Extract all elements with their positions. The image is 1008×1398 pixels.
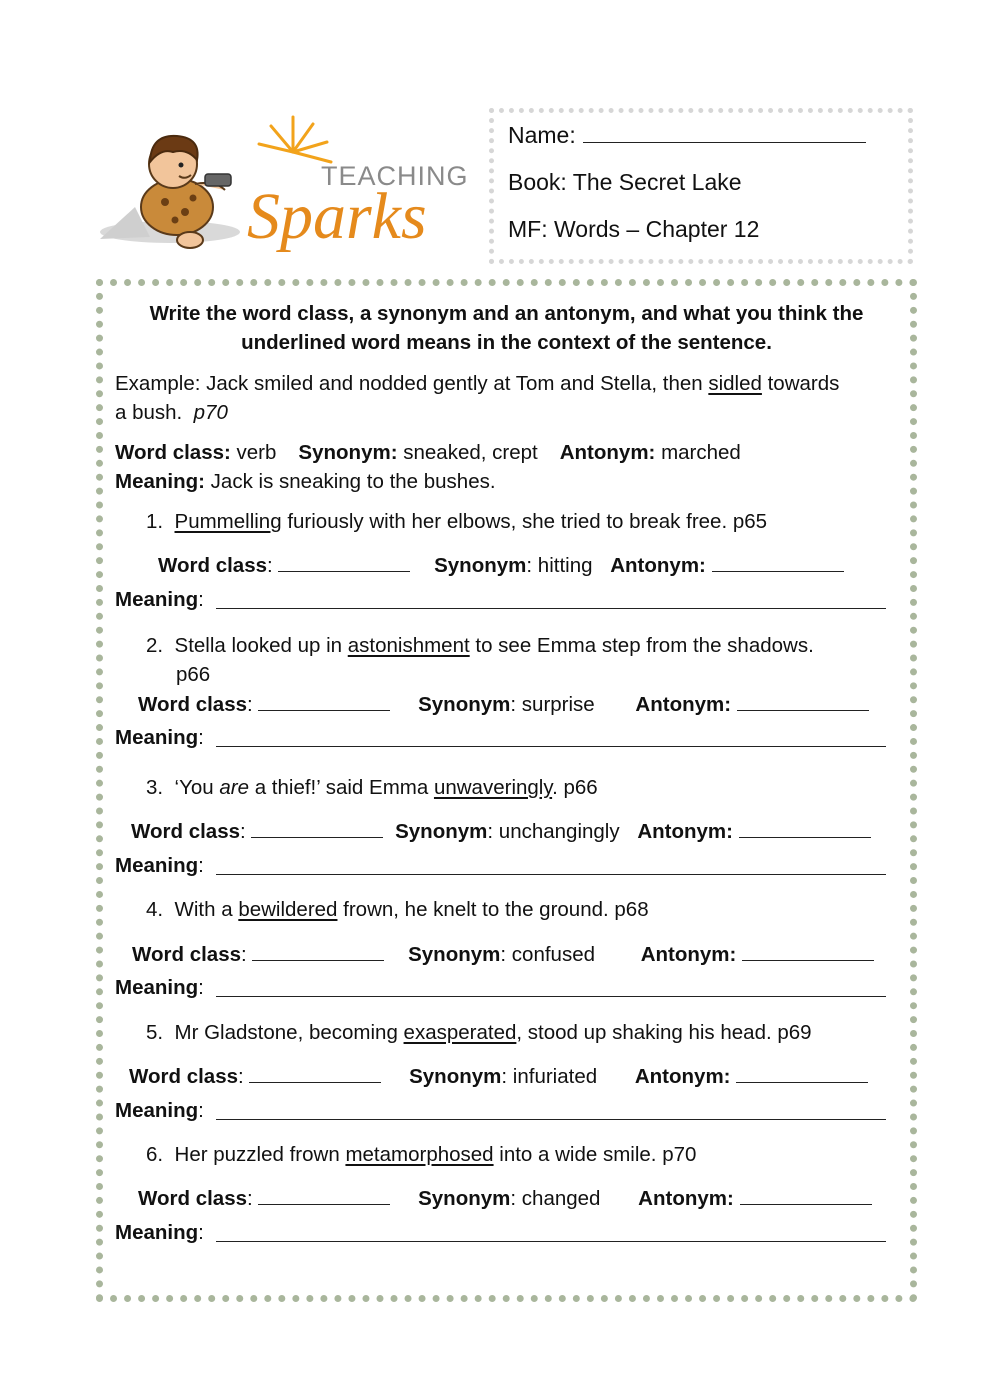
name-row bbox=[508, 123, 894, 170]
worksheet-panel bbox=[96, 279, 917, 1302]
meaning-row-6: Meaning: bbox=[115, 1221, 204, 1244]
example-sentence-end: a bush. p70 bbox=[115, 401, 228, 424]
question-3: 3. ‘You are a thief!’ said Emma unwaveringly. p66 bbox=[146, 776, 598, 799]
meaning-row-2: Meaning: bbox=[115, 726, 204, 749]
example-meaning: Meaning: Jack is sneaking to the bushes. bbox=[115, 470, 496, 493]
instructions: Write the word class, a synonym and an antonym, and what you think the underlined word means in the context of the sentence. bbox=[149, 302, 864, 354]
book-title: Book: The Secret Lake bbox=[508, 169, 742, 195]
meaning-row-5: Meaning: bbox=[115, 1099, 204, 1122]
underlined-word: Pummelling bbox=[174, 510, 282, 533]
word-class-field[interactable] bbox=[278, 552, 410, 572]
meaning-field[interactable] bbox=[216, 746, 886, 747]
antonym-field[interactable] bbox=[742, 941, 874, 961]
antonym-field[interactable] bbox=[739, 818, 871, 838]
underlined-word: bewildered bbox=[238, 898, 338, 921]
answer-row-4: Word class: Synonym: confused Antonym: bbox=[132, 940, 874, 969]
meaning-field[interactable] bbox=[216, 1119, 886, 1120]
question-6: 6. Her puzzled frown metamorphosed into a wide smile. p70 bbox=[146, 1143, 697, 1166]
antonym-field[interactable] bbox=[712, 552, 844, 572]
answer-row-1: Word class: Synonym: hitting Antonym: bbox=[158, 551, 844, 580]
student-info-box bbox=[489, 108, 913, 264]
meaning-row-1: Meaning: bbox=[115, 588, 204, 611]
teaching-sparks-logo bbox=[95, 112, 470, 262]
meaning-row-3: Meaning: bbox=[115, 854, 204, 877]
answer-row-6: Word class: Synonym: changed Antonym: bbox=[138, 1184, 872, 1213]
logo-teaching: TEACHING bbox=[321, 161, 469, 191]
meaning-field[interactable] bbox=[216, 874, 886, 875]
underlined-word: metamorphosed bbox=[345, 1143, 494, 1166]
word-class-field[interactable] bbox=[252, 941, 384, 961]
underlined-word: unwaveringly bbox=[433, 776, 553, 799]
antonym-field[interactable] bbox=[740, 1185, 872, 1205]
meaning-field[interactable] bbox=[216, 996, 886, 997]
question-2-page: p66 bbox=[176, 663, 211, 686]
answer-row-3: Word class: Synonym: unchangingly Antonym: bbox=[131, 817, 871, 846]
antonym-field[interactable] bbox=[736, 1063, 868, 1083]
word-class-field[interactable] bbox=[251, 818, 383, 838]
example-page: p70 bbox=[193, 401, 228, 424]
underlined-word: astonishment bbox=[347, 634, 470, 657]
word-class-field[interactable] bbox=[258, 691, 390, 711]
question-1: 1. Pummelling furiously with her elbows, she tried to break free. p65 bbox=[146, 510, 768, 533]
underlined-word: exasperated bbox=[403, 1021, 517, 1044]
antonym-field[interactable] bbox=[737, 691, 869, 711]
synonym-value: surprise bbox=[521, 693, 595, 716]
mf-chapter: MF: Words – Chapter 12 bbox=[508, 216, 760, 242]
name-label: Name: bbox=[508, 122, 576, 148]
answer-row-2: Word class: Synonym: surprise Antonym: bbox=[138, 690, 869, 719]
example-underlined-word: sidled bbox=[708, 372, 762, 395]
question-2: 2. Stella looked up in astonishment to see Emma step from the shadows. bbox=[146, 634, 814, 657]
synonym-value: unchangingly bbox=[498, 820, 620, 843]
example-sentence: Example: Jack smiled and nodded gently at Tom and Stella, then sidled towards bbox=[115, 372, 840, 395]
word-class-field[interactable] bbox=[258, 1185, 390, 1205]
logo-sparks: Sparks bbox=[247, 180, 427, 253]
meaning-field[interactable] bbox=[216, 608, 886, 609]
meaning-row-4: Meaning: bbox=[115, 976, 204, 999]
synonym-value: changed bbox=[521, 1187, 601, 1210]
question-5: 5. Mr Gladstone, becoming exasperated, stood up shaking his head. p69 bbox=[146, 1021, 812, 1044]
name-field[interactable] bbox=[583, 123, 866, 143]
example-answers: Word class: verb Synonym: sneaked, crept Antonym: marched bbox=[115, 441, 741, 464]
synonym-value: hitting bbox=[537, 554, 593, 577]
meaning-field[interactable] bbox=[216, 1241, 886, 1242]
synonym-value: infuriated bbox=[512, 1065, 598, 1088]
sparkle-icon bbox=[259, 117, 331, 162]
word-class-field[interactable] bbox=[249, 1063, 381, 1083]
synonym-value: confused bbox=[511, 943, 595, 966]
question-4: 4. With a bewildered frown, he knelt to the ground. p68 bbox=[146, 898, 649, 921]
answer-row-5: Word class: Synonym: infuriated Antonym: bbox=[129, 1062, 868, 1091]
